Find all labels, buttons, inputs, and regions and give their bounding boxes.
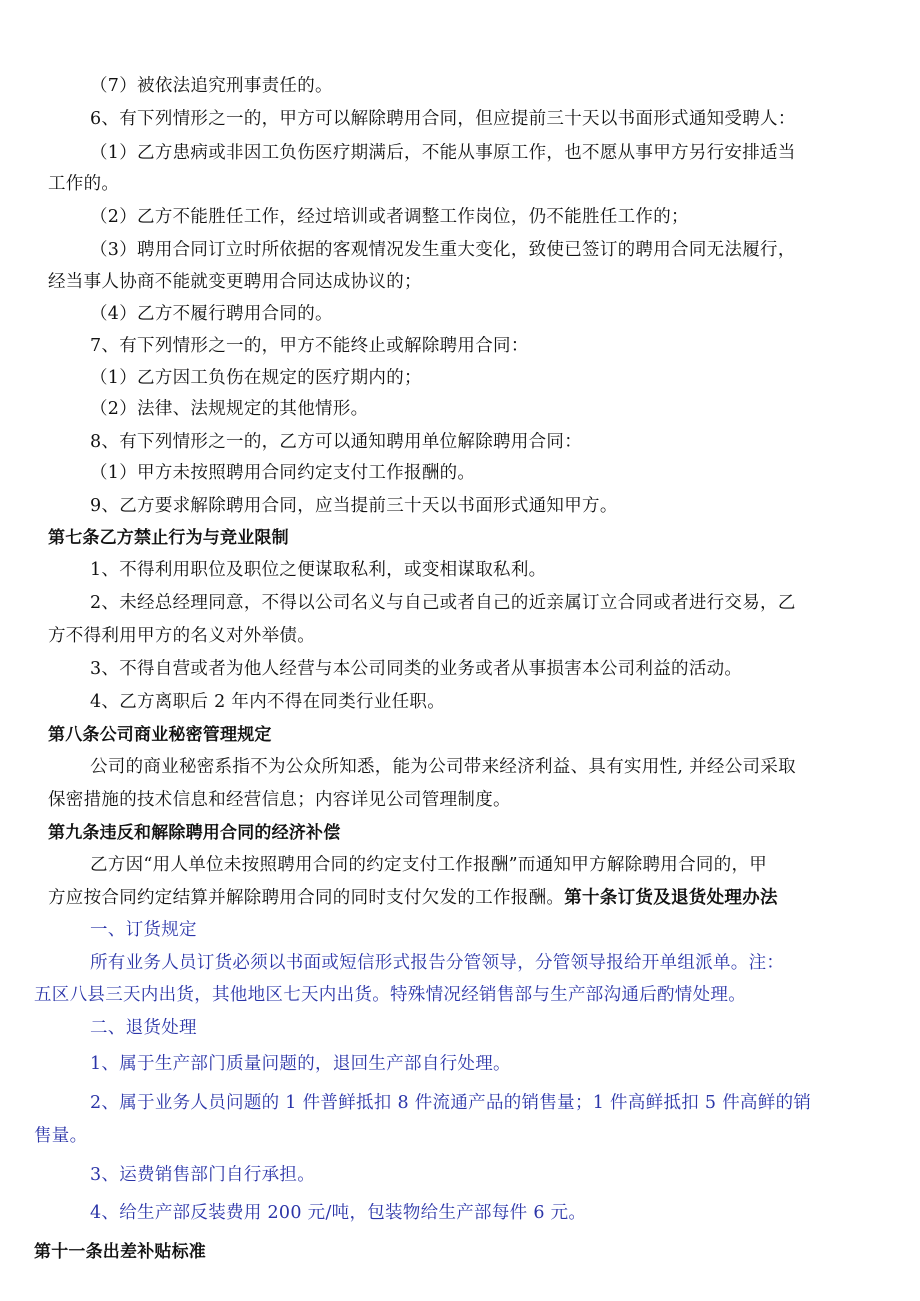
text-line: 1、属于生产部门质量问题的，退回生产部自行处理。: [90, 1054, 511, 1074]
text-line: 方不得利用甲方的名义对外举债。: [48, 626, 315, 646]
section-heading-9: 第九条违反和解除聘用合同的经济补偿: [48, 823, 341, 843]
text-line: 保密措施的技术信息和经营信息；内容详见公司管理制度。: [48, 790, 511, 810]
text-line: （2）法律、法规规定的其他情形。: [90, 399, 369, 419]
text-line: 一、订货规定: [90, 920, 197, 940]
text-line: （2）乙方不能胜任工作，经过培训或者调整工作岗位，仍不能胜任工作的；: [90, 207, 689, 227]
text-line: [48, 886, 778, 910]
text-line: 2、属于业务人员问题的 1 件普鲜抵扣 8 件流通产品的销售量；1 件高鲜抵扣 5 件高鲜的销: [90, 1093, 812, 1113]
text-line: 1、不得利用职位及职位之便谋取私利，或变相谋取私利。: [90, 560, 547, 580]
text-line: 公司的商业秘密系指不为公众所知悉，能为公司带来经济利益、具有实用性, 并经公司采取: [90, 757, 796, 777]
text-line: （3）聘用合同订立时所依据的客观情况发生重大变化，致使已签订的聘用合同无法履行，: [90, 240, 796, 260]
section-heading-11: 第十一条出差补贴标准: [34, 1242, 206, 1262]
text-line: 工作的。: [48, 174, 120, 194]
text-line: 3、不得自营或者为他人经营与本公司同类的业务或者从事损害本公司利益的活动。: [90, 659, 743, 679]
section-heading-10: 第十条订货及退货处理办法: [564, 888, 778, 908]
text-span: 方应按合同约定结算并解除聘用合同的同时支付欠发的工作报酬。: [48, 888, 565, 908]
text-line: 经当事人协商不能就变更聘用合同达成协议的；: [48, 272, 422, 292]
text-line: 4、乙方离职后 2 年内不得在同类行业任职。: [90, 692, 445, 712]
section-heading-8: 第八条公司商业秘密管理规定: [48, 725, 272, 745]
text-line: 9、乙方要求解除聘用合同，应当提前三十天以书面形式通知甲方。: [90, 496, 618, 516]
text-line: （1）乙方患病或非因工负伤医疗期满后，不能从事原工作，也不愿从事甲方另行安排适当: [90, 143, 796, 163]
text-line: 4、给生产部反装费用 200 元/吨，包装物给生产部每件 6 元。: [90, 1203, 587, 1223]
text-line: 售量。: [34, 1126, 88, 1146]
text-line: 6、有下列情形之一的，甲方可以解除聘用合同，但应提前三十天以书面形式通知受聘人：: [90, 109, 796, 129]
text-line: 五区八县三天内出货，其他地区七天内出货。特殊情况经销售部与生产部沟通后酌情处理。: [34, 985, 746, 1005]
text-line: 乙方因“用人单位未按照聘用合同的约定支付工作报酬”而通知甲方解除聘用合同的，甲: [90, 855, 768, 875]
text-line: （1）甲方未按照聘用合同约定支付工作报酬的。: [90, 463, 476, 483]
text-line: （7）被依法追究刑事责任的。: [90, 76, 333, 96]
text-line: （4）乙方不履行聘用合同的。: [90, 304, 333, 324]
text-line: 3、运费销售部门自行承担。: [90, 1165, 316, 1185]
text-line: 所有业务人员订货必须以书面或短信形式报告分管领导，分管领导报给开单组派单。注：: [90, 953, 785, 973]
text-line: （1）乙方因工负伤在规定的医疗期内的；: [90, 368, 422, 388]
text-line: 二、退货处理: [90, 1018, 197, 1038]
text-line: 2、未经总经理同意，不得以公司名义与自己或者自己的近亲属订立合同或者进行交易，乙: [90, 593, 796, 613]
section-heading-7: 第七条乙方禁止行为与竞业限制: [48, 528, 289, 548]
text-line: 8、有下列情形之一的，乙方可以通知聘用单位解除聘用合同：: [90, 432, 583, 452]
text-line: 7、有下列情形之一的，甲方不能终止或解除聘用合同：: [90, 336, 529, 356]
